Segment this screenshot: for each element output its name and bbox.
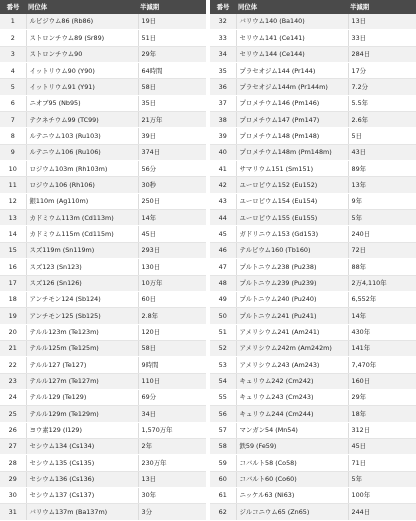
table-row [210,422,416,438]
cell-isotope: プルトニウム241 (Pu241) [236,308,348,324]
cell-number: 30 [0,487,26,503]
cell-number: 59 [210,455,236,471]
cell-number: 61 [210,487,236,503]
cell-halflife: 45日 [348,438,416,454]
cell-halflife: 13年 [348,177,416,193]
cell-halflife: 100年 [348,487,416,503]
cell-number: 24 [0,389,26,405]
cell-number: 34 [210,46,236,62]
cell-isotope: プロメチウム146 (Pm146) [236,95,348,111]
cell-isotope: プロメチウム147 (Pm147) [236,112,348,128]
cell-isotope: テルル129m (Te129m) [26,406,138,422]
cell-number: 38 [210,112,236,128]
cell-number: 15 [0,242,26,258]
table-row [210,144,416,160]
table-row [210,373,416,389]
cell-halflife: 240日 [348,226,416,242]
cell-isotope: キュリウム244 (Cm244) [236,406,348,422]
table-row [210,504,416,520]
cell-isotope: アメリシウム243 (Am243) [236,357,348,373]
cell-halflife: 64時間 [138,63,206,79]
cell-halflife: 5年 [348,471,416,487]
table-row [210,210,416,226]
cell-isotope: セリウム141 (Ce141) [236,30,348,46]
cell-number: 54 [210,373,236,389]
cell-halflife: 244日 [348,504,416,520]
cell-halflife: 230万年 [138,455,206,471]
cell-number: 8 [0,128,26,144]
cell-isotope: キュリウム242 (Cm242) [236,373,348,389]
table-row [0,291,206,307]
table-row [0,63,206,79]
cell-isotope: テルビウム160 (Tb160) [236,242,348,258]
cell-number: 55 [210,389,236,405]
cell-halflife: 110日 [138,373,206,389]
cell-halflife: 160日 [348,373,416,389]
cell-number: 25 [0,406,26,422]
cell-halflife: 9時間 [138,357,206,373]
table-row [0,177,206,193]
table-row [210,161,416,177]
cell-isotope: プロメチウム148 (Pm148) [236,128,348,144]
cell-number: 26 [0,422,26,438]
table-row [0,504,206,520]
cell-isotope: ユーロピウム152 (Eu152) [236,177,348,193]
cell-number: 45 [210,226,236,242]
cell-isotope: ニッケル63 (Ni63) [236,487,348,503]
cell-isotope: ジルコニウム65 (Zn65) [236,504,348,520]
cell-number: 10 [0,161,26,177]
cell-halflife: 130日 [138,259,206,275]
cell-halflife: 250日 [138,193,206,209]
cell-halflife: 1,570万年 [138,422,206,438]
cell-number: 57 [210,422,236,438]
cell-isotope: アメリシウム242m (Am242m) [236,340,348,356]
table-row [0,259,206,275]
cell-isotope: カドミウム115m (Cd115m) [26,226,138,242]
cell-isotope: プルトニウム240 (Pu240) [236,291,348,307]
cell-halflife: 71日 [348,455,416,471]
cell-isotope: プラセオジム144 (Pr144) [236,63,348,79]
cell-halflife: 2.8年 [138,308,206,324]
cell-isotope: ストロンチウム89 (Sr89) [26,30,138,46]
cell-halflife: 51日 [138,30,206,46]
cell-halflife: 89年 [348,161,416,177]
cell-isotope: テクネチウム99 (TC99) [26,112,138,128]
cell-isotope: スズ126 (Sn126) [26,275,138,291]
cell-halflife: 2年 [138,438,206,454]
cell-halflife: 7,470年 [348,357,416,373]
table-body [210,14,416,520]
table-row [210,291,416,307]
cell-number: 43 [210,193,236,209]
table-row [0,438,206,454]
table-row [210,242,416,258]
cell-halflife: 18年 [348,406,416,422]
table-row [0,95,206,111]
cell-isotope: イットリウム90 (Y90) [26,63,138,79]
cell-halflife: 56分 [138,161,206,177]
cell-number: 46 [210,242,236,258]
cell-halflife: 30年 [138,487,206,503]
cell-halflife: 29年 [138,46,206,62]
cell-halflife: 10万年 [138,275,206,291]
isotope-table-left [0,0,206,521]
cell-number: 17 [0,275,26,291]
cell-halflife: 3分 [138,504,206,520]
cell-number: 56 [210,406,236,422]
table-row [210,438,416,454]
cell-isotope: アンチモン124 (Sb124) [26,291,138,307]
cell-isotope: プロメチウム148m (Pm148m) [236,144,348,160]
cell-number: 21 [0,340,26,356]
table-row [210,128,416,144]
cell-number: 22 [0,357,26,373]
cell-isotope: セシウム136 (Cs136) [26,471,138,487]
table-row [210,340,416,356]
cell-halflife: 34日 [138,406,206,422]
table-row [0,46,206,62]
table-row [210,46,416,62]
cell-number: 1 [0,14,26,30]
isotope-table-right [210,0,416,521]
cell-isotope: テルル129 (Te129) [26,389,138,405]
cell-isotope: コバルト60 (Co60) [236,471,348,487]
cell-number: 5 [0,79,26,95]
table-row [0,455,206,471]
cell-number: 42 [210,177,236,193]
cell-isotope: 鉄59 (Fe59) [236,438,348,454]
cell-isotope: ルビジウム86 (Rb86) [26,14,138,30]
cell-halflife: 72日 [348,242,416,258]
table-row [210,471,416,487]
table-row [0,275,206,291]
header-halflife: 半減期 [138,0,206,14]
cell-number: 41 [210,161,236,177]
cell-halflife: 19日 [138,14,206,30]
cell-isotope: ユーロピウム155 (Eu155) [236,210,348,226]
cell-isotope: アメリシウム241 (Am241) [236,324,348,340]
header-isotope: 同位体 [236,0,348,14]
cell-number: 40 [210,144,236,160]
table-row [0,112,206,128]
cell-isotope: ガドリニウム153 (Gd153) [236,226,348,242]
cell-isotope: ロジウム106 (Rh106) [26,177,138,193]
cell-halflife: 2万4,110年 [348,275,416,291]
cell-isotope: バリウム140 (Ba140) [236,14,348,30]
header-number: 番号 [0,0,26,14]
table-row [210,357,416,373]
cell-halflife: 45日 [138,226,206,242]
cell-halflife: 35日 [138,95,206,111]
table-row [210,14,416,30]
cell-isotope: キュリウム243 (Cm243) [236,389,348,405]
table-row [0,79,206,95]
cell-isotope: ストロンチウム90 [26,46,138,62]
cell-number: 52 [210,340,236,356]
cell-number: 51 [210,324,236,340]
table-row [0,422,206,438]
table-row [0,210,206,226]
table-row [0,406,206,422]
cell-number: 20 [0,324,26,340]
cell-isotope: バリウム137m (Ba137m) [26,504,138,520]
cell-isotope: スズ119m (Sn119m) [26,242,138,258]
cell-isotope: サマリウム151 (Sm151) [236,161,348,177]
cell-number: 31 [0,504,26,520]
cell-isotope: テルル127 (Te127) [26,357,138,373]
cell-number: 23 [0,373,26,389]
cell-halflife: 5.5年 [348,95,416,111]
cell-halflife: 293日 [138,242,206,258]
cell-halflife: 13日 [348,14,416,30]
cell-halflife: 120日 [138,324,206,340]
header-number: 番号 [210,0,236,14]
cell-isotope: セシウム137 (Cs137) [26,487,138,503]
cell-halflife: 6,552年 [348,291,416,307]
cell-number: 12 [0,193,26,209]
cell-isotope: テルル125m (Te125m) [26,340,138,356]
cell-halflife: 5日 [348,128,416,144]
table-row [0,128,206,144]
table-row [0,193,206,209]
cell-halflife: 29年 [348,389,416,405]
cell-isotope: ヨウ素129 (I129) [26,422,138,438]
cell-halflife: 7.2分 [348,79,416,95]
cell-number: 58 [210,438,236,454]
table-row [0,242,206,258]
cell-number: 13 [0,210,26,226]
cell-number: 50 [210,308,236,324]
cell-number: 19 [0,308,26,324]
cell-number: 16 [0,259,26,275]
table-row [0,471,206,487]
table-row [0,14,206,30]
cell-number: 11 [0,177,26,193]
cell-halflife: 374日 [138,144,206,160]
cell-halflife: 14年 [348,308,416,324]
cell-halflife: 69分 [138,389,206,405]
cell-halflife: 43日 [348,144,416,160]
table-row [210,389,416,405]
cell-isotope: ニオブ95 (Nb95) [26,95,138,111]
table-row [0,30,206,46]
table-row [210,275,416,291]
table-row [0,161,206,177]
header-halflife: 半減期 [348,0,416,14]
cell-halflife: 58日 [138,79,206,95]
cell-number: 48 [210,275,236,291]
table-row [0,357,206,373]
table-row [210,30,416,46]
table-row [210,79,416,95]
cell-halflife: 430年 [348,324,416,340]
cell-isotope: プルトニウム238 (Pu238) [236,259,348,275]
table-row [0,324,206,340]
table-header [210,0,416,14]
table-row [210,406,416,422]
cell-halflife: 30秒 [138,177,206,193]
cell-number: 62 [210,504,236,520]
cell-number: 6 [0,95,26,111]
cell-halflife: 58日 [138,340,206,356]
cell-number: 2 [0,30,26,46]
table-row [0,389,206,405]
cell-halflife: 5年 [348,210,416,226]
cell-isotope: 銀110m (Ag110m) [26,193,138,209]
cell-isotope: カドミウム113m (Cd113m) [26,210,138,226]
cell-halflife: 17分 [348,63,416,79]
cell-halflife: 9年 [348,193,416,209]
cell-isotope: マンガン54 (Mn54) [236,422,348,438]
cell-number: 36 [210,79,236,95]
header-isotope: 同位体 [26,0,138,14]
cell-number: 9 [0,144,26,160]
table-body [0,14,206,520]
table-row [210,95,416,111]
cell-number: 3 [0,46,26,62]
cell-number: 14 [0,226,26,242]
cell-isotope: コバルト58 (Co58) [236,455,348,471]
cell-isotope: ルテニウム103 (Ru103) [26,128,138,144]
cell-number: 37 [210,95,236,111]
table-header [0,0,206,14]
cell-number: 27 [0,438,26,454]
cell-isotope: イットリウム91 (Y91) [26,79,138,95]
table-row [0,308,206,324]
cell-halflife: 284日 [348,46,416,62]
cell-number: 35 [210,63,236,79]
table-row [210,177,416,193]
cell-isotope: ユーロピウム154 (Eu154) [236,193,348,209]
cell-halflife: 33日 [348,30,416,46]
cell-number: 47 [210,259,236,275]
cell-number: 4 [0,63,26,79]
table-row [0,373,206,389]
cell-halflife: 39日 [138,128,206,144]
table-row [0,144,206,160]
cell-number: 33 [210,30,236,46]
cell-number: 18 [0,291,26,307]
table-row [210,308,416,324]
cell-isotope: ルテニウム106 (Ru106) [26,144,138,160]
cell-number: 7 [0,112,26,128]
table-row [210,112,416,128]
cell-halflife: 88年 [348,259,416,275]
cell-number: 53 [210,357,236,373]
cell-isotope: セシウム135 (Cs135) [26,455,138,471]
cell-isotope: セリウム144 (Ce144) [236,46,348,62]
cell-isotope: スズ123 (Sn123) [26,259,138,275]
table-row [210,63,416,79]
cell-isotope: アンチモン125 (Sb125) [26,308,138,324]
table-row [0,226,206,242]
cell-halflife: 14年 [138,210,206,226]
cell-number: 32 [210,14,236,30]
table-row [210,193,416,209]
cell-number: 60 [210,471,236,487]
table-row [210,455,416,471]
table-row [0,340,206,356]
table-row [210,226,416,242]
cell-number: 28 [0,455,26,471]
cell-halflife: 13日 [138,471,206,487]
cell-halflife: 60日 [138,291,206,307]
cell-halflife: 312日 [348,422,416,438]
cell-number: 49 [210,291,236,307]
cell-number: 39 [210,128,236,144]
cell-isotope: テルル127m (Te127m) [26,373,138,389]
cell-isotope: セシウム134 (Cs134) [26,438,138,454]
cell-number: 44 [210,210,236,226]
cell-halflife: 21万年 [138,112,206,128]
cell-isotope: プルトニウム239 (Pu239) [236,275,348,291]
cell-isotope: プラセオジム144m (Pr144m) [236,79,348,95]
cell-number: 29 [0,471,26,487]
cell-isotope: ロジウム103m (Rh103m) [26,161,138,177]
cell-halflife: 2.6年 [348,112,416,128]
cell-isotope: テルル123m (Te123m) [26,324,138,340]
cell-halflife: 141年 [348,340,416,356]
table-row [210,324,416,340]
table-row [210,259,416,275]
